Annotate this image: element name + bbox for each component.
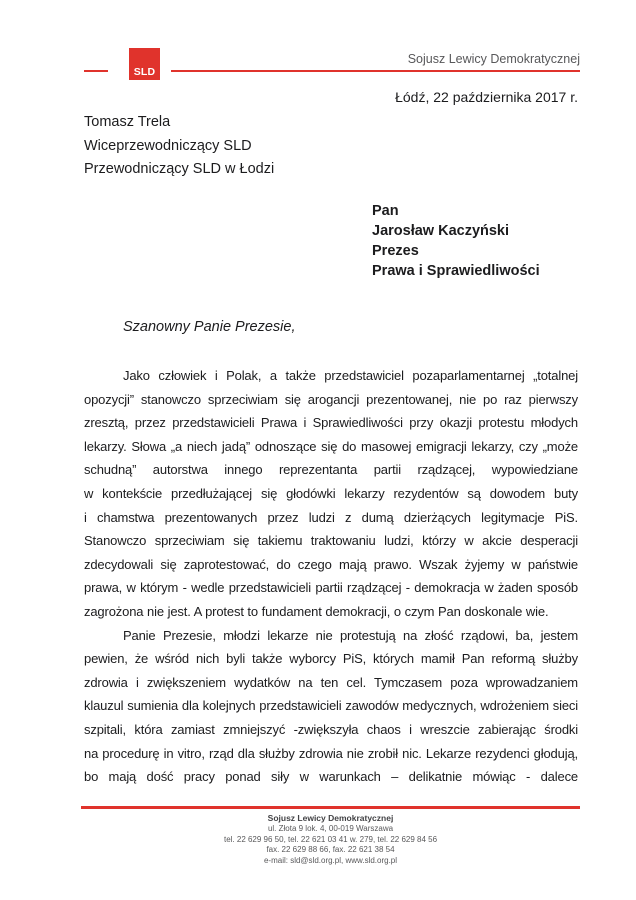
body-line: na procedurę in vitro, rząd dla służby zdrowia nie zrobił nic. Lekarze rezydenci głodują, [84, 745, 578, 761]
body-line: zdecydowali się zaprotestować, do czego mają prawo. Wszak żyjemy w państwie [84, 556, 578, 572]
recipient-organization: Prawa i Sprawiedliwości [372, 263, 540, 279]
footer-block [81, 813, 580, 867]
body-line: Panie Prezesie, młodzi lekarze nie protestują na złość rządowi, ba, jestem [123, 627, 578, 643]
letter-body [84, 364, 578, 789]
recipient-honorific: Pan [372, 203, 399, 219]
sender-title-2: Przewodniczący SLD w Łodzi [84, 161, 275, 177]
body-line: i chamstwa prezentowanych przez ludzi z dumą dzierżących legitymacje PiS. [84, 509, 578, 525]
footer-address: ul. Złota 9 lok. 4, 00-019 Warszawa [267, 823, 394, 833]
body-line: w kontekście przedłużającej się głodówki lekarzy rezydentów są dowodem buty [84, 485, 578, 501]
letterhead-rule-left [84, 70, 108, 72]
body-line: opozycji” stanowczo sprzeciwiam się arogancji prezentowanej, nie po raz pierwszy [84, 391, 578, 407]
body-line: zagrożona nie jest. A protest to fundament demokracji, o czym Pan doskonale wie. [84, 603, 549, 619]
footer-fax: fax. 22 629 88 66, fax. 22 621 38 54 [266, 845, 395, 855]
body-line: pewien, że wśród nich byli także wyborcy PiS, których mamił Pan reformą służby [84, 651, 578, 667]
sld-logo [129, 48, 160, 80]
recipient-position: Prezes [372, 243, 419, 259]
footer-rule [81, 806, 580, 809]
sender-name: Tomasz Trela [84, 114, 171, 130]
sld-logo-text: SLD [133, 65, 156, 78]
sender-title-1: Wiceprzewodniczący SLD [84, 137, 252, 154]
letterhead-rule-right [171, 70, 580, 72]
footer-phones: tel. 22 629 96 50, tel. 22 621 03 41 w. 279, tel. 22 629 84 56 [223, 834, 438, 844]
footer-email-web: e-mail: sld@sld.org.pl, www.sld.org.pl [263, 856, 398, 866]
date-line: Łódź, 22 października 2017 r. [395, 89, 578, 105]
sender-block [84, 111, 274, 182]
body-line: prawa, w którym - wedle przedstawicieli partii rządzącej - demokracja w żaden sposób [84, 580, 578, 596]
body-line: zdrowia i zwiększeniem wydatków na ten cel. Tymczasem poza wprowadzaniem [84, 674, 578, 690]
salutation: Szanowny Panie Prezesie, [123, 319, 296, 335]
body-line: zresztą, przez przedstawicieli Prawa i Sprawiedliwości przy okazji protestu młodych [84, 415, 578, 431]
body-line: lekarzy. Słowa „a niech jadą” odnoszące się do masowej emigracji lekarzy, czy „może [84, 438, 578, 454]
body-line: bo mają dość pracy ponad siły w warunkach – delikatnie mówiąc - dalece [84, 769, 578, 785]
body-line: klauzul sumienia dla kolejnych przedstawicieli zawodów medycznych, wdrożeniem sieci [84, 698, 578, 714]
footer-org-name: Sojusz Lewicy Demokratycznej [267, 813, 394, 823]
recipient-block [372, 201, 540, 281]
letterhead-brand: Sojusz Lewicy Demokratycznej [407, 52, 580, 66]
recipient-name: Jarosław Kaczyński [372, 223, 510, 239]
body-line: schudną” autorstwa innego reprezentanta partii rządzącej, wypowiedziane [84, 462, 578, 478]
body-line: Stanowczo sprzeciwiam się takiemu traktowaniu ludzi, którzy w akcie desperacji [84, 533, 578, 549]
body-line: szpitali, która zamiast zmniejszyć -zwiększyła chaos i wreszcie zabierając środki [84, 721, 578, 737]
body-line: Jako człowiek i Polak, a także przedstawiciel pozaparlamentarnej „totalnej [123, 368, 578, 383]
